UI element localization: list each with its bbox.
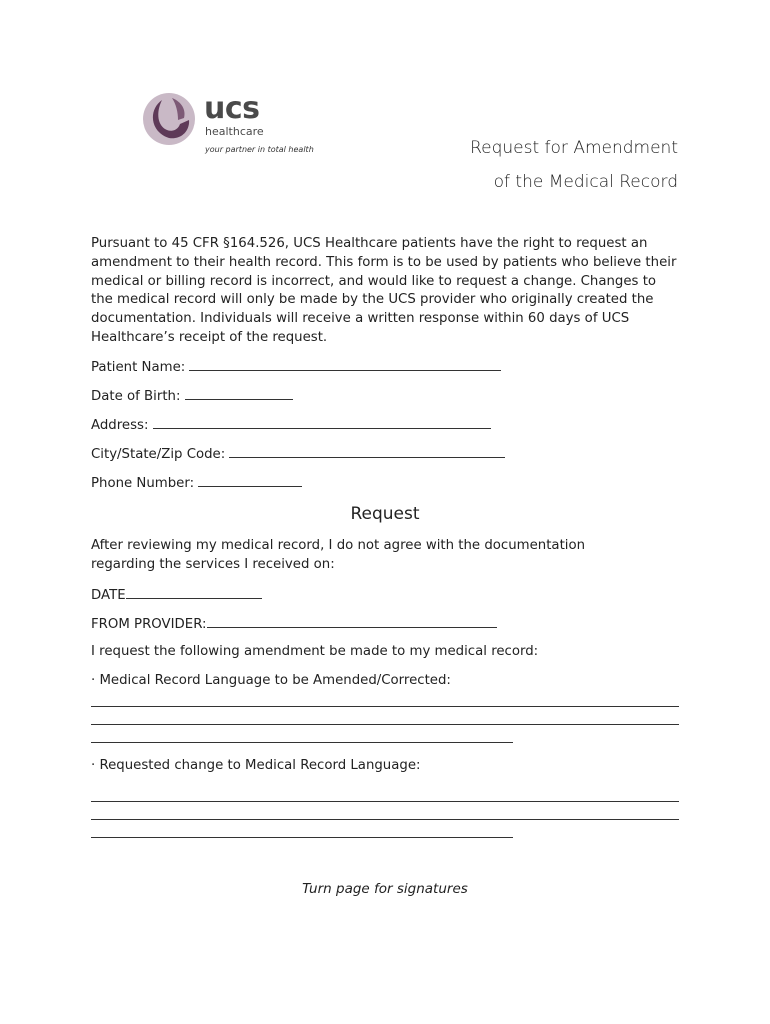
amendment-statement: I request the following amendment be made to my medical record:: [91, 644, 539, 659]
city-state-zip-blank[interactable]: [229, 445, 505, 458]
change-item-label: · Requested change to Medical Record Language:: [91, 758, 421, 773]
amend-item-label: · Medical Record Language to be Amended/Corrected:: [91, 673, 451, 688]
city-state-zip-label: City/State/Zip Code:: [91, 447, 226, 462]
request-intro: After reviewing my medical record, I do not agree with the documentation regarding the services I received on:: [91, 538, 586, 572]
phone-field[interactable]: [91, 474, 302, 491]
logo-name: ucs: [204, 91, 260, 126]
address-blank[interactable]: [153, 416, 491, 429]
date-field[interactable]: [91, 586, 262, 603]
phone-blank[interactable]: [198, 474, 302, 487]
ucs-logo-mark-icon: [142, 92, 196, 146]
amend-line-2[interactable]: [91, 724, 679, 725]
logo-tagline: your partner in total health: [205, 145, 314, 154]
address-field[interactable]: [91, 416, 491, 433]
document-title-line-2: of the Medical Record: [493, 172, 678, 192]
provider-blank[interactable]: [207, 615, 497, 628]
provider-field[interactable]: [91, 615, 497, 632]
ucs-healthcare-logo: [142, 90, 322, 160]
patient-name-blank[interactable]: [189, 358, 501, 371]
footer-note: Turn page for signatures: [302, 881, 468, 897]
phone-label: Phone Number:: [91, 476, 195, 491]
date-label: DATE: [91, 588, 126, 603]
dob-field[interactable]: [91, 387, 293, 404]
intro-paragraph: Pursuant to 45 CFR §164.526, UCS Healthcare patients have the right to request an amendment to their health record. This form is to be used by patients who believe their medical or billing record is incorrect, and would like to request a change. Changes to the medical record will only be made by the UCS provider who originally created the documentation. Individuals will receive a written response within 60 days of UCS Healthcare’s receipt of the request.: [91, 236, 677, 345]
logo-subtitle: healthcare: [205, 125, 264, 138]
dob-label: Date of Birth:: [91, 389, 181, 404]
change-line-3[interactable]: [91, 837, 513, 838]
patient-name-label: Patient Name:: [91, 360, 186, 375]
date-blank[interactable]: [126, 586, 262, 599]
address-label: Address:: [91, 418, 149, 433]
amend-line-1[interactable]: [91, 706, 679, 707]
patient-name-field[interactable]: [91, 358, 501, 375]
request-heading: Request: [350, 504, 420, 524]
document-title-line-1: Request for Amendment: [470, 138, 678, 158]
provider-label: FROM PROVIDER:: [91, 617, 207, 632]
change-line-1[interactable]: [91, 801, 679, 802]
dob-blank[interactable]: [185, 387, 293, 400]
change-line-2[interactable]: [91, 819, 679, 820]
city-state-zip-field[interactable]: [91, 445, 505, 462]
amend-line-3[interactable]: [91, 742, 513, 743]
